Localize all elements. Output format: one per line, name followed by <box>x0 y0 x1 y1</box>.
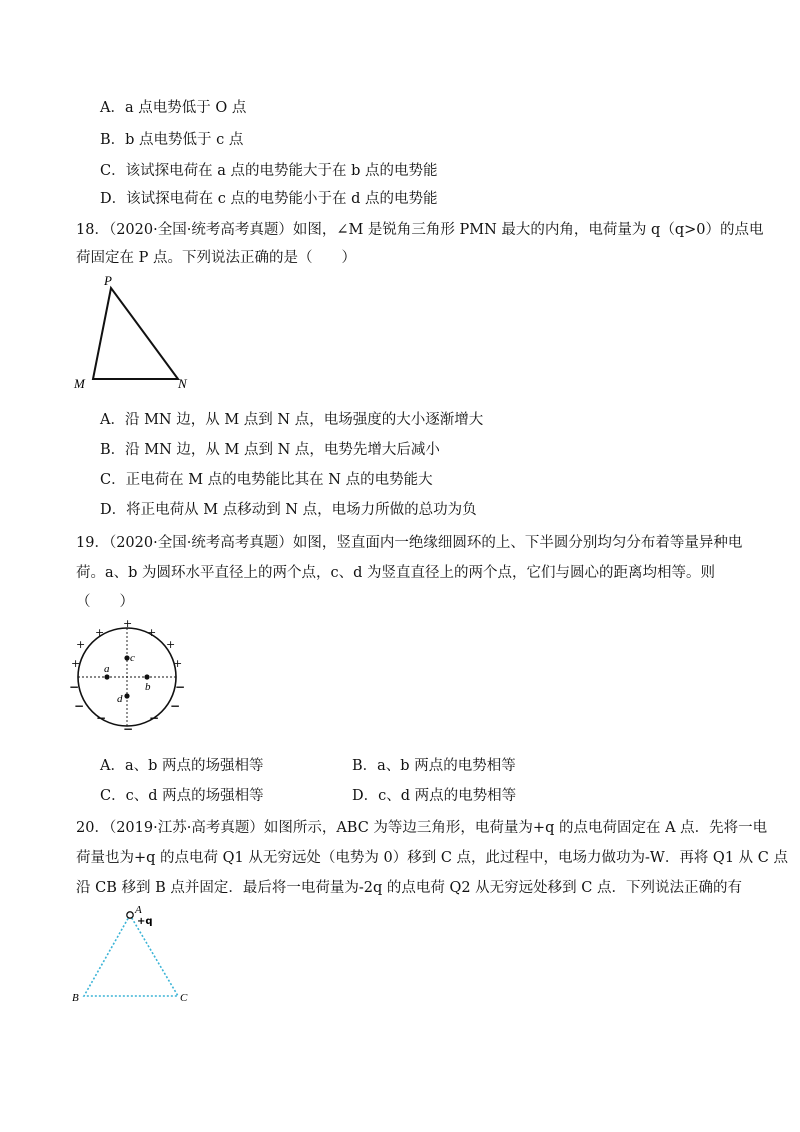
point-a-dot <box>104 674 109 679</box>
plus-sign: + <box>147 626 157 639</box>
q19-option-b: B．a、b 两点的电势相等 <box>352 758 516 774</box>
q19-stem-line3: （ ） <box>76 594 134 610</box>
q20-triangle-figure <box>70 900 205 1010</box>
q18-option-d: D．将正电荷从 M 点移动到 N 点，电场力所做的总功为负 <box>100 502 477 518</box>
plus-sign: + <box>166 638 176 651</box>
point-c-dot <box>124 655 129 660</box>
q19-option-a: A．a、b 两点的场强相等 <box>100 758 264 774</box>
triangle-pmn <box>93 288 178 379</box>
plus-sign: + <box>123 617 133 630</box>
minus-sign: − <box>74 699 85 713</box>
minus-sign: − <box>96 711 107 725</box>
q18-stem-line1: 18．（2020·全国·统考高考真题）如图，∠M 是锐角三角形 PMN 最大的内角，电荷量为 q（q>0）的点电 <box>76 222 764 238</box>
label-n: N <box>178 376 187 391</box>
q19-option-d: D．c、d 两点的电势相等 <box>352 788 517 804</box>
label-a: a <box>104 663 110 675</box>
plus-sign: + <box>71 657 81 670</box>
charge-a-marker <box>127 912 133 918</box>
q19-stem-line2: 荷。a、b 为圆环水平直径上的两个点，c、d 为竖直直径上的两个点，它们与圆心的距离均相等。则 <box>76 565 716 581</box>
q19-option-c: C．c、d 两点的场强相等 <box>100 788 264 804</box>
label-c: C <box>180 992 188 1004</box>
q17-option-c: C．该试探电荷在 a 点的电势能大于在 b 点的电势能 <box>100 163 438 179</box>
label-b: b <box>145 681 151 693</box>
label-c: c <box>130 652 135 664</box>
q18-triangle-figure <box>70 272 210 392</box>
q18-option-c: C．正电荷在 M 点的电势能比其在 N 点的电势能大 <box>100 472 433 488</box>
plus-sign: + <box>95 626 105 639</box>
q20-stem-line1: 20．（2019·江苏·高考真题）如图所示，ABC 为等边三角形，电荷量为+q 的点电荷固定在 A 点．先将一电 <box>76 820 768 836</box>
q18-stem-line2: 荷固定在 P 点。下列说法正确的是（ ） <box>76 250 356 266</box>
label-m: M <box>74 376 85 391</box>
q17-option-a: A．a 点电势低于 O 点 <box>100 100 247 116</box>
plus-sign: + <box>173 657 183 670</box>
minus-sign: − <box>149 711 160 725</box>
label-d: d <box>117 693 123 705</box>
point-b-dot <box>144 674 149 679</box>
label-p: P <box>104 273 112 288</box>
minus-sign: − <box>123 722 134 735</box>
q18-option-a: A．沿 MN 边，从 M 点到 N 点，电场强度的大小逐渐增大 <box>100 412 484 428</box>
label-b: B <box>72 992 79 1004</box>
q20-stem-line3: 沿 CB 移到 B 点并固定．最后将一电荷量为-2q 的点电荷 Q2 从无穷远处移到 C 点．下列说法正确的有 <box>76 880 742 896</box>
triangle-abc <box>84 915 178 996</box>
label-a: A <box>135 904 142 916</box>
label-plus-q: +q <box>137 916 153 927</box>
minus-sign: − <box>175 680 186 694</box>
q20-stem-line2: 荷量也为+q 的点电荷 Q1 从无穷远处（电势为 0）移到 C 点，此过程中，电场力做功为-W．再将 Q1 从 C 点 <box>76 850 788 866</box>
minus-sign: − <box>69 680 80 694</box>
q19-stem-line1: 19．（2020·全国·统考高考真题）如图，竖直面内一绝缘细圆环的上、下半圆分别均匀分布着等量异种电 <box>76 535 743 551</box>
q18-option-b: B．沿 MN 边，从 M 点到 N 点，电势先增大后减小 <box>100 442 440 458</box>
point-d-dot <box>124 693 129 698</box>
q17-option-d: D．该试探电荷在 c 点的电势能小于在 d 点的电势能 <box>100 191 438 207</box>
q19-ring-figure <box>60 615 195 735</box>
q17-option-b: B．b 点电势低于 c 点 <box>100 132 244 148</box>
plus-sign: + <box>76 638 86 651</box>
minus-sign: − <box>170 699 181 713</box>
